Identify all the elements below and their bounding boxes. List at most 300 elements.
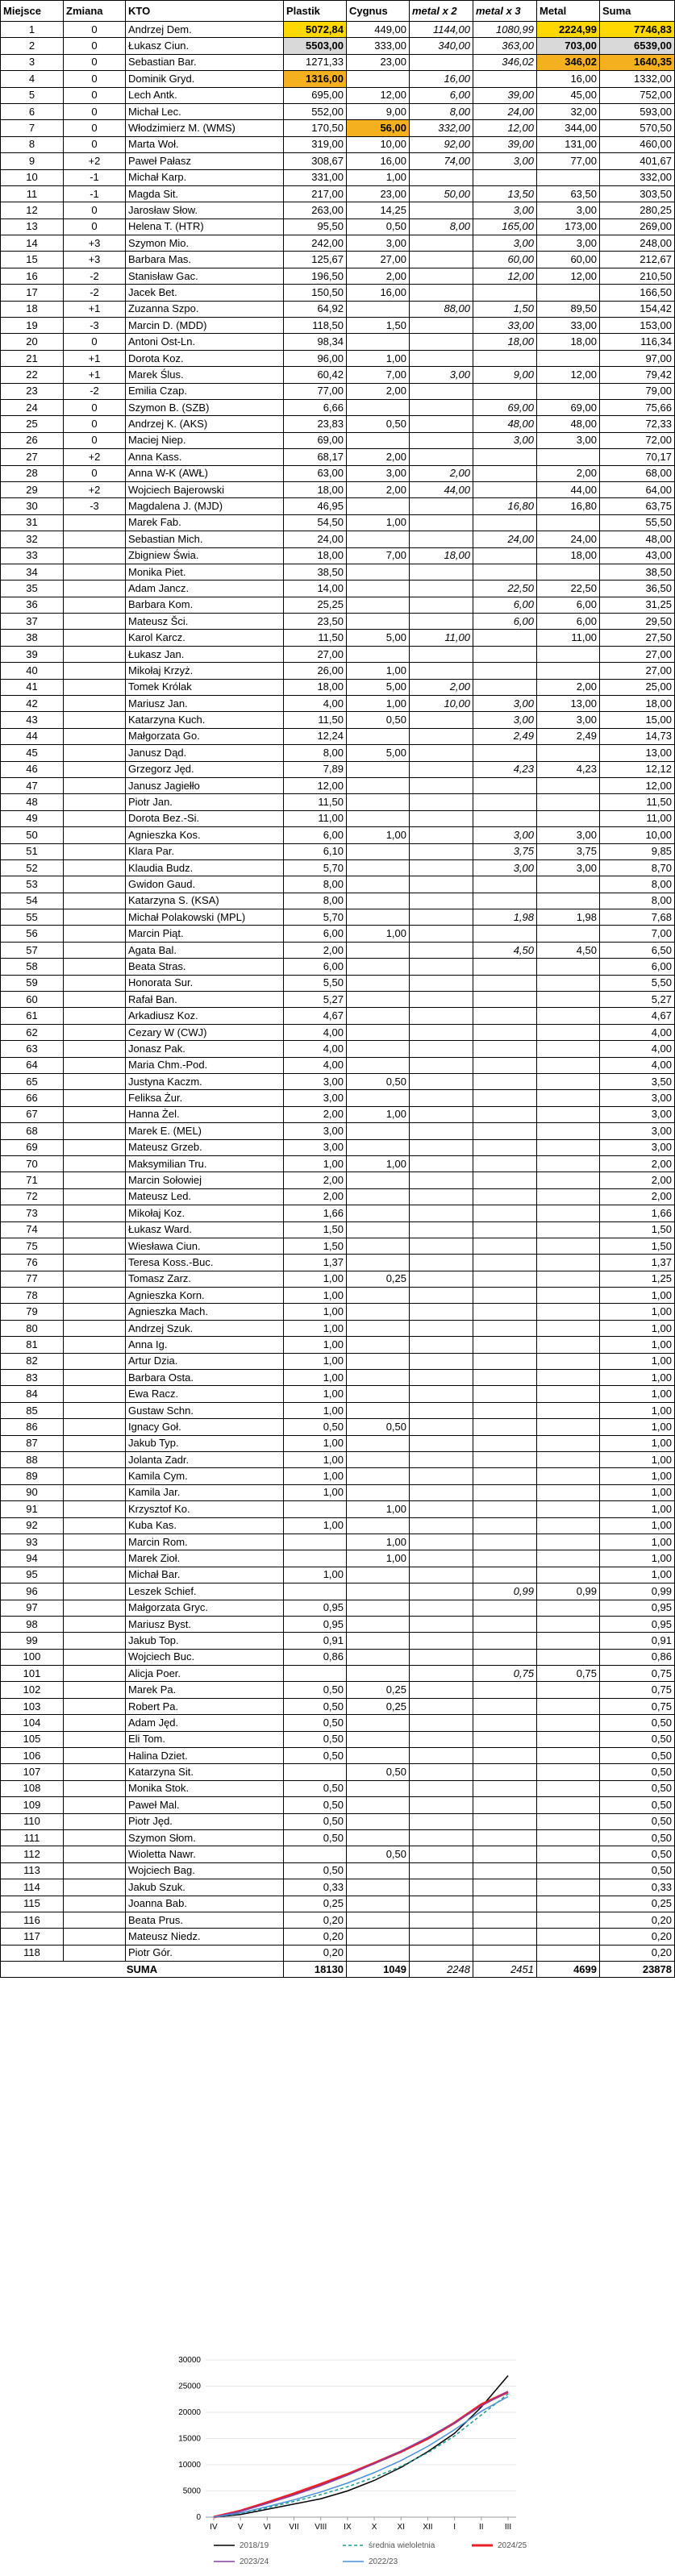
cell-plastik: 242,00 [284, 235, 347, 252]
cell-metal-x3: 69,00 [473, 399, 537, 415]
cell-cygnus [347, 1238, 410, 1254]
cell-place: 31 [1, 514, 64, 531]
cell-metal-x2: 2,00 [410, 679, 473, 695]
cell-name: Marcin D. (MDD) [126, 318, 284, 334]
cell-change [64, 1074, 126, 1090]
cell-change [64, 696, 126, 712]
cell-cygnus [347, 301, 410, 317]
cell-plastik: 69,00 [284, 432, 347, 448]
cell-suma: 1,00 [600, 1484, 675, 1500]
cell-metal-x3 [473, 1370, 537, 1386]
cell-cygnus [347, 794, 410, 810]
cell-place: 88 [1, 1451, 64, 1467]
table-row [1, 959, 675, 975]
cell-metal [537, 1534, 600, 1550]
x-tick-label: X [371, 2523, 377, 2532]
cell-place: 24 [1, 399, 64, 415]
table-row [1, 218, 675, 235]
cell-cygnus [347, 1320, 410, 1336]
cell-metal [537, 810, 600, 826]
cell-place: 75 [1, 1238, 64, 1254]
cell-place: 11 [1, 185, 64, 202]
cell-metal-x3 [473, 350, 537, 366]
cell-metal-x3 [473, 630, 537, 646]
cell-metal-x2 [410, 268, 473, 284]
cell-metal: 48,00 [537, 416, 600, 432]
cell-metal-x3 [473, 1188, 537, 1205]
cell-suma: 280,25 [600, 202, 675, 218]
cell-place: 99 [1, 1633, 64, 1649]
cell-metal-x2 [410, 1255, 473, 1271]
cell-cygnus [347, 1255, 410, 1271]
cell-change: 0 [64, 38, 126, 54]
cell-plastik: 125,67 [284, 252, 347, 268]
cell-suma: 0,25 [600, 1896, 675, 1912]
cell-plastik [284, 1501, 347, 1517]
cell-cygnus [347, 1748, 410, 1764]
cell-suma: 14,73 [600, 728, 675, 744]
cell-metal-x3 [473, 1600, 537, 1616]
cell-change: -1 [64, 169, 126, 185]
cell-metal: 4,23 [537, 761, 600, 777]
table-row [1, 1666, 675, 1682]
cell-metal-x2 [410, 1106, 473, 1122]
cell-metal-x3: 48,00 [473, 416, 537, 432]
cell-metal-x3 [473, 1255, 537, 1271]
cell-metal-x3 [473, 1008, 537, 1024]
cell-suma: 1,25 [600, 1271, 675, 1287]
cell-cygnus [347, 1879, 410, 1896]
cell-metal-x2 [410, 581, 473, 597]
cell-plastik: 118,50 [284, 318, 347, 334]
cell-metal-x3: 1080,99 [473, 22, 537, 38]
cell-cygnus: 0,50 [347, 1074, 410, 1090]
cell-change [64, 1583, 126, 1600]
cell-change [64, 564, 126, 580]
cell-place: 15 [1, 252, 64, 268]
cell-change [64, 1600, 126, 1616]
cell-plastik: 1,00 [284, 1288, 347, 1304]
cell-metal [537, 1337, 600, 1353]
cell-change [64, 810, 126, 826]
cell-metal-x2 [410, 1600, 473, 1616]
cell-suma: 1,50 [600, 1221, 675, 1238]
cell-cygnus: 23,00 [347, 185, 410, 202]
cell-plastik: 1,00 [284, 1468, 347, 1484]
cell-place: 46 [1, 761, 64, 777]
table-row [1, 1517, 675, 1534]
cell-metal-x3 [473, 1813, 537, 1829]
cell-suma: 29,50 [600, 614, 675, 630]
table-row [1, 761, 675, 777]
x-tick-label: XI [397, 2523, 405, 2532]
cell-metal [537, 1748, 600, 1764]
table-row [1, 843, 675, 859]
cell-cygnus [347, 1057, 410, 1073]
cell-suma: 0,20 [600, 1945, 675, 1961]
cell-place: 97 [1, 1600, 64, 1616]
cell-place: 56 [1, 926, 64, 942]
cell-place: 64 [1, 1057, 64, 1073]
cell-metal-x3 [473, 1139, 537, 1155]
cell-metal-x2 [410, 1813, 473, 1829]
cell-change [64, 1288, 126, 1304]
cell-metal-x3 [473, 1846, 537, 1862]
cell-name: Maksymilian Tru. [126, 1155, 284, 1171]
cell-metal-x3 [473, 959, 537, 975]
cell-name: Robert Pa. [126, 1698, 284, 1714]
cell-name: Wiesława Ciun. [126, 1238, 284, 1254]
y-tick-label: 5000 [182, 2487, 201, 2496]
cell-plastik: 5503,00 [284, 38, 347, 54]
cell-metal-x2 [410, 597, 473, 613]
cell-metal-x2 [410, 975, 473, 991]
table-row [1, 1188, 675, 1205]
cell-metal-x2 [410, 1008, 473, 1024]
cell-change [64, 1139, 126, 1155]
cell-cygnus [347, 959, 410, 975]
cell-change: 0 [64, 218, 126, 235]
cell-metal [537, 1008, 600, 1024]
cell-metal-x2 [410, 1649, 473, 1665]
cell-cygnus: 5,00 [347, 630, 410, 646]
table-row [1, 630, 675, 646]
table-row [1, 334, 675, 350]
cell-suma: 38,50 [600, 564, 675, 580]
cell-metal-x3 [473, 1829, 537, 1846]
cell-metal [537, 1813, 600, 1829]
cell-metal-x2 [410, 1534, 473, 1550]
cell-place: 83 [1, 1370, 64, 1386]
cell-metal-x2: 11,00 [410, 630, 473, 646]
cell-cygnus [347, 531, 410, 547]
cell-plastik: 18,00 [284, 481, 347, 497]
cell-metal-x3: 1,50 [473, 301, 537, 317]
cell-suma: 3,50 [600, 1074, 675, 1090]
cell-metal [537, 1846, 600, 1862]
cell-name: Michał Karp. [126, 169, 284, 185]
cell-change [64, 663, 126, 679]
cell-suma: 27,50 [600, 630, 675, 646]
cell-cygnus [347, 1304, 410, 1320]
cell-metal: 33,00 [537, 318, 600, 334]
cell-metal: 77,00 [537, 153, 600, 169]
cell-change: 0 [64, 71, 126, 87]
cell-name: Łukasz Ward. [126, 1221, 284, 1238]
cell-metal: 3,00 [537, 235, 600, 252]
cell-change [64, 514, 126, 531]
y-tick-label: 25000 [178, 2382, 201, 2391]
cell-metal [537, 1288, 600, 1304]
cell-name: Lech Antk. [126, 87, 284, 103]
x-tick-label: VIII [315, 2523, 327, 2532]
cell-change [64, 794, 126, 810]
cell-metal-x3 [473, 1074, 537, 1090]
cell-metal-x3 [473, 876, 537, 893]
cell-metal-x3: 3,00 [473, 696, 537, 712]
cell-change [64, 975, 126, 991]
cell-place: 72 [1, 1188, 64, 1205]
cell-cygnus: 16,00 [347, 285, 410, 301]
cell-name: Adam Jęd. [126, 1715, 284, 1731]
cell-plastik: 1,00 [284, 1484, 347, 1500]
cell-cygnus [347, 1024, 410, 1040]
table-row [1, 1304, 675, 1320]
cell-metal [537, 1155, 600, 1171]
cell-plastik: 0,50 [284, 1682, 347, 1698]
cell-plastik: 0,20 [284, 1912, 347, 1928]
cell-name: Piotr Gór. [126, 1945, 284, 1961]
cell-change [64, 1221, 126, 1238]
cell-suma: 5,27 [600, 992, 675, 1008]
cell-metal: 6,00 [537, 597, 600, 613]
cell-suma: 1,00 [600, 1386, 675, 1402]
cell-suma: 27,00 [600, 646, 675, 662]
cell-change [64, 926, 126, 942]
cell-place: 84 [1, 1386, 64, 1402]
cell-metal-x3 [473, 1320, 537, 1336]
cell-cygnus: 56,00 [347, 120, 410, 136]
cell-suma: 11,50 [600, 794, 675, 810]
cell-metal [537, 564, 600, 580]
cell-suma: 7,68 [600, 909, 675, 926]
cell-plastik: 11,50 [284, 794, 347, 810]
cell-metal-x2 [410, 1583, 473, 1600]
cell-change [64, 1731, 126, 1747]
cell-metal-x3 [473, 1879, 537, 1896]
cell-change [64, 1123, 126, 1139]
cell-change [64, 614, 126, 630]
table-row [1, 1550, 675, 1567]
cell-metal-x2 [410, 1633, 473, 1649]
cell-place: 2 [1, 38, 64, 54]
cell-plastik: 12,00 [284, 777, 347, 793]
cell-metal-x2 [410, 1090, 473, 1106]
cell-name: Anna Kass. [126, 449, 284, 465]
cell-metal [537, 926, 600, 942]
cell-metal: 703,00 [537, 38, 600, 54]
cell-metal: 344,00 [537, 120, 600, 136]
cell-plastik: 96,00 [284, 350, 347, 366]
cell-suma: 0,33 [600, 1879, 675, 1896]
table-row [1, 614, 675, 630]
table-row [1, 1649, 675, 1665]
cell-change [64, 1764, 126, 1780]
cell-plastik: 11,50 [284, 630, 347, 646]
cell-suma: 64,00 [600, 481, 675, 497]
cell-metal-x2 [410, 728, 473, 744]
cell-change [64, 893, 126, 909]
cell-metal-x3 [473, 1896, 537, 1912]
cell-name: Magda Sit. [126, 185, 284, 202]
cell-cygnus [347, 1633, 410, 1649]
cell-place: 10 [1, 169, 64, 185]
cell-metal: 16,00 [537, 71, 600, 87]
table-row [1, 663, 675, 679]
cell-metal-x2 [410, 876, 473, 893]
cell-plastik: 263,00 [284, 202, 347, 218]
cell-name: Alicja Poer. [126, 1666, 284, 1682]
cell-name: Katarzyna Sit. [126, 1764, 284, 1780]
cell-change: +1 [64, 367, 126, 383]
y-tick-label: 15000 [178, 2434, 201, 2444]
cell-metal [537, 1879, 600, 1896]
cell-metal-x3 [473, 1731, 537, 1747]
cell-metal-x2 [410, 1057, 473, 1073]
cell-suma: 0,95 [600, 1616, 675, 1632]
cell-name: Marek Ślus. [126, 367, 284, 383]
cell-metal [537, 1649, 600, 1665]
cell-suma: 6,00 [600, 959, 675, 975]
cell-name: Gustaw Schn. [126, 1402, 284, 1418]
cell-change [64, 1567, 126, 1583]
cell-change: -1 [64, 185, 126, 202]
cell-cygnus: 5,00 [347, 679, 410, 695]
cell-suma: 0,20 [600, 1912, 675, 1928]
cell-metal-x3 [473, 514, 537, 531]
cell-name: Sebastian Mich. [126, 531, 284, 547]
cell-change [64, 1912, 126, 1928]
cell-cygnus: 14,25 [347, 202, 410, 218]
cell-name: Małgorzata Gryc. [126, 1600, 284, 1616]
cell-place: 113 [1, 1862, 64, 1879]
cell-metal [537, 794, 600, 810]
cell-cygnus [347, 1468, 410, 1484]
cell-plastik: 68,17 [284, 449, 347, 465]
cell-metal-x2 [410, 893, 473, 909]
cell-suma: 460,00 [600, 136, 675, 152]
cell-cygnus: 2,00 [347, 383, 410, 399]
cell-cygnus [347, 1188, 410, 1205]
cell-plastik: 1,00 [284, 1370, 347, 1386]
cell-cygnus: 1,00 [347, 926, 410, 942]
cell-metal-x2: 50,00 [410, 185, 473, 202]
cell-suma: 55,50 [600, 514, 675, 531]
cell-cygnus: 7,00 [347, 367, 410, 383]
cell-metal-x2 [410, 1205, 473, 1221]
cell-metal-x3: 3,00 [473, 712, 537, 728]
cell-metal-x2 [410, 761, 473, 777]
cell-change: +2 [64, 481, 126, 497]
cell-cygnus: 7,00 [347, 547, 410, 564]
table-row [1, 679, 675, 695]
cell-cygnus [347, 1353, 410, 1369]
cell-suma: 13,00 [600, 745, 675, 761]
cell-metal-x2 [410, 1731, 473, 1747]
cell-metal-x2: 6,00 [410, 87, 473, 103]
cell-metal [537, 893, 600, 909]
cell-suma: 0,50 [600, 1764, 675, 1780]
cell-plastik: 5072,84 [284, 22, 347, 38]
cell-change [64, 1896, 126, 1912]
cell-suma: 18,00 [600, 696, 675, 712]
cell-metal: 3,00 [537, 827, 600, 843]
cell-metal [537, 1896, 600, 1912]
cell-place: 29 [1, 481, 64, 497]
cell-suma: 248,00 [600, 235, 675, 252]
cell-name: Dorota Koz. [126, 350, 284, 366]
table-row [1, 1337, 675, 1353]
cell-metal: 16,80 [537, 498, 600, 514]
y-tick-label: 30000 [178, 2356, 201, 2365]
cell-suma: 1,00 [600, 1370, 675, 1386]
cell-metal: 4,50 [537, 942, 600, 958]
table-row [1, 1846, 675, 1862]
cell-plastik: 23,50 [284, 614, 347, 630]
cell-metal-x3 [473, 794, 537, 810]
cell-metal [537, 1633, 600, 1649]
cell-metal-x3: 24,00 [473, 103, 537, 119]
table-row [1, 728, 675, 744]
cell-metal-x2 [410, 1304, 473, 1320]
header-metal-x2: metal x 2 [410, 1, 473, 22]
cell-suma: 153,00 [600, 318, 675, 334]
cell-metal: 18,00 [537, 334, 600, 350]
cell-plastik: 0,50 [284, 1748, 347, 1764]
cell-place: 108 [1, 1780, 64, 1796]
cell-name: Hanna Żel. [126, 1106, 284, 1122]
cell-place: 33 [1, 547, 64, 564]
cell-place: 101 [1, 1666, 64, 1682]
cell-metal-x3 [473, 1172, 537, 1188]
cell-cygnus: 23,00 [347, 54, 410, 70]
cell-name: Szymon Mio. [126, 235, 284, 252]
summary-label: SUMA [1, 1962, 284, 1978]
cell-metal: 13,00 [537, 696, 600, 712]
cell-name: Łukasz Jan. [126, 646, 284, 662]
cell-place: 85 [1, 1402, 64, 1418]
cell-metal-x3 [473, 1337, 537, 1353]
cell-place: 19 [1, 318, 64, 334]
cell-metal-x3: 60,00 [473, 252, 537, 268]
cell-plastik: 14,00 [284, 581, 347, 597]
cell-cygnus [347, 1205, 410, 1221]
cell-cygnus [347, 1797, 410, 1813]
cell-name: Marcin Sołowiej [126, 1172, 284, 1188]
table-row [1, 103, 675, 119]
cell-suma: 12,00 [600, 777, 675, 793]
cell-suma: 8,00 [600, 876, 675, 893]
cell-suma: 0,50 [600, 1829, 675, 1846]
cell-cygnus: 2,00 [347, 449, 410, 465]
cell-cygnus: 0,25 [347, 1682, 410, 1698]
table-row [1, 416, 675, 432]
cell-suma: 1,00 [600, 1567, 675, 1583]
cell-change: 0 [64, 465, 126, 481]
cell-name: Marcin Rom. [126, 1534, 284, 1550]
cell-plastik: 0,86 [284, 1649, 347, 1665]
cell-place: 118 [1, 1945, 64, 1961]
cell-metal-x3 [473, 71, 537, 87]
table-row [1, 1879, 675, 1896]
cell-metal-x3: 12,00 [473, 120, 537, 136]
cell-change [64, 1419, 126, 1435]
cell-plastik [284, 1764, 347, 1780]
cell-suma: 10,00 [600, 827, 675, 843]
table-row [1, 992, 675, 1008]
cell-suma: 0,86 [600, 1649, 675, 1665]
cell-metal [537, 1238, 600, 1254]
cell-metal-x2: 16,00 [410, 71, 473, 87]
table-row [1, 169, 675, 185]
cell-cygnus [347, 1370, 410, 1386]
cell-metal-x3: 165,00 [473, 218, 537, 235]
cell-place: 69 [1, 1139, 64, 1155]
cell-metal-x2 [410, 1698, 473, 1714]
cell-suma: 27,00 [600, 663, 675, 679]
cell-suma: 0,50 [600, 1715, 675, 1731]
cell-suma: 8,70 [600, 859, 675, 876]
